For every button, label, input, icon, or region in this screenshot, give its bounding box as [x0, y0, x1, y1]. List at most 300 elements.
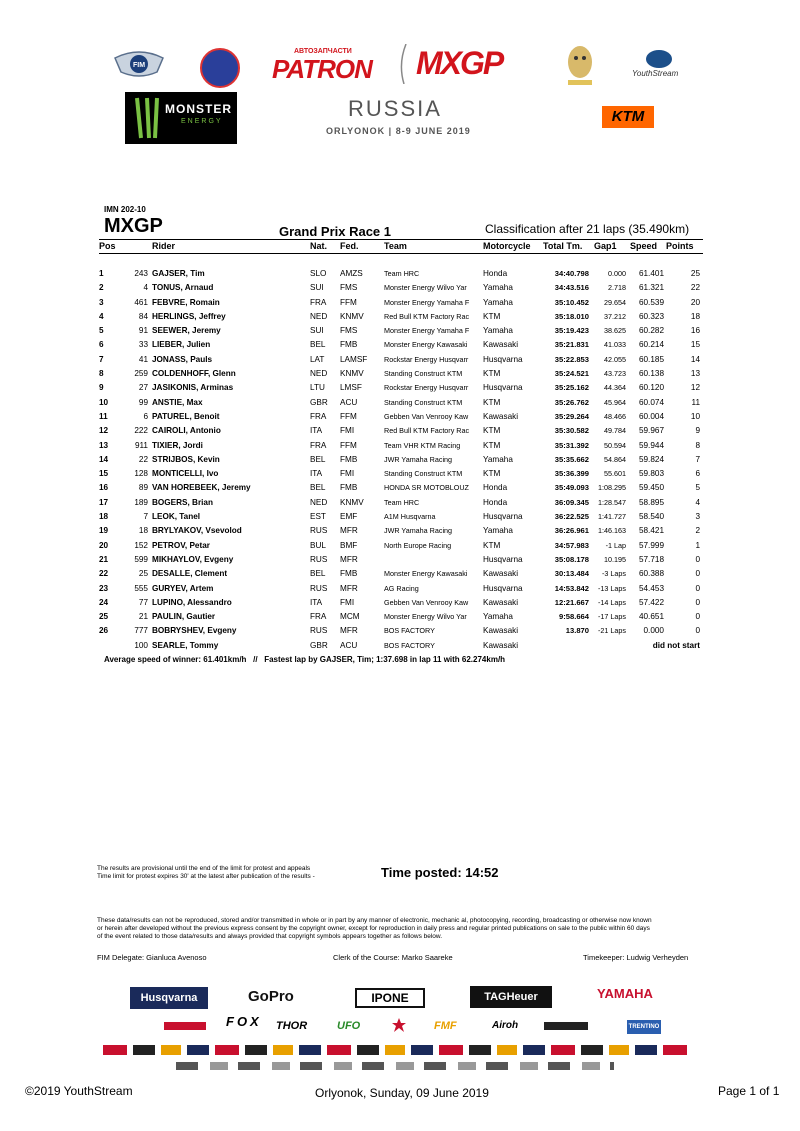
row-speed: 60.282 — [638, 326, 664, 336]
gopro-logo — [248, 988, 312, 1008]
row-nat: FRA — [310, 440, 327, 450]
row-gap: 55.601 — [604, 469, 626, 479]
table-row — [0, 555, 800, 569]
row-points: 20 — [690, 297, 700, 307]
row-gap: 49.784 — [604, 426, 626, 436]
row-fed: EMF — [340, 512, 358, 522]
table-row — [0, 426, 800, 440]
row-bib: 243 — [134, 269, 148, 278]
row-bib: 555 — [134, 583, 148, 593]
row-speed: 59.944 — [638, 440, 664, 450]
row-total-time: 35:25.162 — [554, 383, 589, 393]
row-pos: 24 — [99, 597, 109, 607]
time-posted: Time posted: 14:52 — [381, 865, 499, 880]
row-motorcycle: KTM — [483, 440, 501, 450]
row-total-time: 34:40.798 — [554, 269, 589, 278]
row-bib: 21 — [138, 612, 148, 622]
sponsor-row-3 — [103, 1045, 693, 1055]
trentino-logo: TRENTINO — [627, 1020, 661, 1034]
table-row — [0, 612, 800, 626]
col-nat: Nat. — [310, 241, 328, 251]
row-team: Standing Construct KTM — [384, 397, 463, 407]
row-speed: 58.895 — [638, 497, 664, 507]
row-points: 10 — [690, 411, 700, 421]
row-points: 6 — [695, 469, 700, 479]
row-total-time: 36:22.525 — [554, 512, 589, 522]
row-rider: LUPINO, Alessandro — [152, 597, 232, 607]
row-bib: 7 — [143, 512, 148, 522]
row-team: Monster Energy Wilvo Yar — [384, 283, 467, 293]
row-speed: 60.004 — [638, 411, 664, 421]
row-total-time: 35:19.423 — [554, 326, 589, 336]
youthstream-text: YouthStream — [632, 69, 679, 78]
table-row — [0, 383, 800, 397]
yamaha-logo — [597, 986, 673, 1010]
row-total-time: 14:53.842 — [554, 583, 589, 593]
row-speed: 61.321 — [638, 283, 664, 293]
row-rider: BRYLYAKOV, Vsevolod — [152, 526, 242, 536]
row-total-time: 34:43.516 — [554, 283, 589, 293]
husqvarna-text: Husqvarna — [140, 992, 198, 1004]
row-rider: PAULIN, Gautier — [152, 612, 216, 622]
row-total-time: 35:30.582 — [554, 426, 589, 436]
row-bib: 911 — [134, 440, 148, 450]
provisional-note-2: Time limit for protest expires 30' at the latest after publication of the results - — [97, 873, 315, 880]
fmf-logo: FMF — [434, 1020, 457, 1032]
row-points: 12 — [690, 383, 700, 393]
row-total-time: 35:10.452 — [554, 297, 589, 307]
row-points: 15 — [690, 340, 700, 350]
row-points: 0 — [695, 569, 700, 579]
row-motorcycle: KTM — [483, 311, 501, 321]
ktm-text: KTM — [611, 108, 645, 125]
gopro-text: GoPro — [248, 988, 294, 1005]
row-total-time: 35:08.178 — [554, 554, 589, 564]
row-fed: KNMV — [340, 497, 364, 507]
table-row — [0, 483, 800, 497]
sponsor-row-4 — [176, 1062, 614, 1070]
row-points: 4 — [695, 497, 700, 507]
row-speed: 60.388 — [638, 569, 664, 579]
row-team: Standing Construct KTM — [384, 369, 463, 379]
row-motorcycle: KTM — [483, 369, 501, 379]
row-fed: KNMV — [340, 369, 364, 379]
row-team: North Europe Racing — [384, 540, 452, 550]
row-nat: SLO — [310, 269, 327, 278]
row-pos: 17 — [99, 497, 109, 507]
row-nat: BEL — [310, 483, 326, 493]
row-fed: MCM — [340, 612, 360, 622]
row-points: 0 — [695, 554, 700, 564]
row-fed: MFR — [340, 626, 358, 636]
table-row — [0, 340, 800, 354]
row-team: JWR Yamaha Racing — [384, 454, 453, 464]
row-motorcycle: Yamaha — [483, 283, 513, 293]
row-gap: 2.718 — [608, 283, 626, 293]
scott-sponsor-icon — [164, 1022, 206, 1030]
row-speed: 58.421 — [638, 526, 664, 536]
row-total-time: 34:57.983 — [554, 540, 589, 550]
row-bib: 89 — [138, 483, 148, 493]
row-pos: 11 — [99, 411, 108, 421]
row-total-time: 9:58.664 — [559, 612, 589, 622]
row-rider: SEEWER, Jeremy — [152, 326, 221, 336]
row-motorcycle: Yamaha — [483, 454, 513, 464]
alpinestars-icon — [392, 1018, 406, 1032]
col-team: Team — [384, 241, 407, 251]
row-gap: -13 Laps — [598, 583, 626, 593]
row-fed: FMS — [340, 326, 358, 336]
row-motorcycle: KTM — [483, 426, 501, 436]
row-points: 0 — [695, 626, 700, 636]
row-rider: LEOK, Tanel — [152, 512, 201, 522]
row-pos: 15 — [99, 469, 109, 479]
row-points: 0 — [695, 583, 700, 593]
row-nat: RUS — [310, 526, 328, 536]
row-points: 25 — [690, 269, 700, 278]
row-total-time: 35:29.264 — [554, 411, 589, 421]
row-nat: SUI — [310, 326, 324, 336]
col-fed: Fed. — [340, 241, 359, 251]
row-total-time: 36:09.345 — [554, 497, 589, 507]
row-rider: DESALLE, Clement — [152, 569, 228, 579]
row-pos: 20 — [99, 540, 109, 550]
row-nat: BUL — [310, 540, 326, 550]
row-bib: 461 — [134, 297, 148, 307]
row-rider: TONUS, Arnaud — [152, 283, 214, 293]
country-title: RUSSIA — [348, 96, 442, 121]
col-gap: Gap1 — [594, 241, 617, 251]
row-rider: TIXIER, Jordi — [152, 440, 203, 450]
col-rider: Rider — [152, 241, 176, 251]
row-gap: 1:28.547 — [598, 497, 626, 507]
row-bib: 222 — [134, 426, 148, 436]
row-motorcycle: Husqvarna — [483, 354, 523, 364]
row-fed: FMI — [340, 469, 355, 479]
monster-energy-logo — [125, 92, 237, 144]
row-speed: 60.214 — [638, 340, 664, 350]
row-team: Monster Energy Yamaha F — [384, 297, 470, 307]
row-pos: 16 — [99, 483, 109, 493]
table-row — [0, 269, 800, 283]
row-rider: GAJSER, Tim — [152, 269, 205, 278]
row-total-time: 35:18.010 — [554, 311, 589, 321]
fim-delegate: FIM Delegate: Gianluca Avenoso — [97, 953, 207, 962]
row-motorcycle: Honda — [483, 497, 508, 507]
row-team: Monster Energy Kawasaki — [384, 569, 468, 579]
table-row — [0, 355, 800, 369]
row-motorcycle: Husqvarna — [483, 383, 523, 393]
row-total-time: 35:36.399 — [554, 469, 589, 479]
row-rider: CAIROLI, Antonio — [152, 426, 221, 436]
row-bib: 77 — [138, 597, 148, 607]
row-speed: 60.120 — [638, 383, 664, 393]
row-pos: 19 — [99, 526, 109, 536]
row-pos: 4 — [99, 311, 104, 321]
imn-code: IMN 202-10 — [104, 205, 146, 214]
row-motorcycle: Husqvarna — [483, 583, 523, 593]
monster-text: MONSTER — [165, 102, 232, 116]
row-motorcycle: Kawasaki — [483, 597, 519, 607]
clerk-of-course: Clerk of the Course: Marko Saareke — [333, 953, 453, 962]
table-row — [0, 369, 800, 383]
row-pos: 8 — [99, 369, 104, 379]
row-fed: LAMSF — [340, 354, 368, 364]
row-points: 14 — [690, 354, 700, 364]
row-fed: MFR — [340, 583, 358, 593]
thor-logo: THOR — [276, 1020, 308, 1032]
row-pos: 18 — [99, 512, 109, 522]
row-points: 5 — [695, 483, 700, 493]
row-points: 1 — [695, 540, 700, 550]
row-nat: EST — [310, 512, 326, 522]
row-fed: FMI — [340, 426, 355, 436]
row-speed: 59.803 — [638, 469, 664, 479]
row-total-time: 35:24.521 — [554, 369, 589, 379]
row-bib: 259 — [134, 369, 148, 379]
row-motorcycle: Kawasaki — [483, 640, 519, 650]
row-fed: FMB — [340, 454, 358, 464]
row-speed: 60.074 — [638, 397, 664, 407]
row-bib: 4 — [143, 283, 148, 293]
row-rider: BOGERS, Brian — [152, 497, 213, 507]
row-total-time: 30:13.484 — [554, 569, 589, 579]
row-rider: COLDENHOFF, Glenn — [152, 369, 236, 379]
row-gap: 1:08.295 — [598, 483, 626, 493]
row-bib: 128 — [134, 469, 148, 479]
row-gap: 37.212 — [604, 311, 626, 321]
row-bib: 6 — [143, 411, 148, 421]
row-speed: 54.453 — [638, 583, 664, 593]
row-rider: LIEBER, Julien — [152, 340, 211, 350]
row-pos: 23 — [99, 583, 109, 593]
row-speed: 60.185 — [638, 354, 664, 364]
row-rider: PETROV, Petar — [152, 540, 210, 550]
row-gap: -1 Lap — [605, 540, 626, 550]
table-row — [0, 584, 800, 598]
row-pos: 22 — [99, 569, 109, 579]
row-pos: 14 — [99, 454, 109, 464]
row-team: Red Bull KTM Factory Rac — [384, 426, 470, 436]
row-gap: 1:41.727 — [598, 512, 626, 522]
row-team: Team HRC — [384, 497, 420, 507]
row-nat: RUS — [310, 554, 328, 564]
row-bib: 91 — [138, 326, 148, 336]
col-motorcycle: Motorcycle — [483, 241, 531, 251]
table-row — [0, 569, 800, 583]
series-name: MXGP — [104, 215, 163, 237]
table-row — [0, 283, 800, 297]
youthstream-logo — [628, 50, 692, 82]
row-gap: 44.364 — [604, 383, 626, 393]
table-row — [0, 498, 800, 512]
row-bib: 189 — [134, 497, 148, 507]
row-total-time: 35:26.762 — [554, 397, 589, 407]
header-rule-top — [99, 239, 703, 240]
row-gap: 45.964 — [604, 397, 626, 407]
row-gap: 54.864 — [604, 454, 626, 464]
row-team: JWR Yamaha Racing — [384, 526, 453, 536]
row-pos: 7 — [99, 354, 104, 364]
row-fed: FMB — [340, 483, 358, 493]
row-pos: 6 — [99, 340, 104, 350]
row-nat: RUS — [310, 626, 328, 636]
row-rider: MIKHAYLOV, Evgeny — [152, 554, 234, 564]
row-speed: 57.718 — [638, 554, 664, 564]
row-fed: ACU — [340, 397, 358, 407]
row-gap: 42.055 — [604, 354, 626, 364]
row-gap: 10.195 — [604, 554, 626, 564]
row-bib: 18 — [138, 526, 148, 536]
monster-claw-icon — [133, 96, 167, 140]
results-table — [0, 269, 800, 655]
sponsor-strip-icon-1 — [544, 1022, 588, 1030]
ipone-logo — [355, 988, 425, 1008]
youthstream-s-icon — [646, 50, 672, 68]
row-team: Standing Construct KTM — [384, 469, 463, 479]
row-pos: 3 — [99, 297, 104, 307]
row-rider: HERLINGS, Jeffrey — [152, 311, 226, 321]
row-motorcycle: Honda — [483, 483, 508, 493]
col-points: Points — [666, 241, 694, 251]
row-total-time: 35:31.392 — [554, 440, 589, 450]
ipone-text: IPONE — [371, 991, 409, 1005]
row-speed: 40.651 — [638, 612, 664, 622]
row-team: AG Racing — [384, 583, 419, 593]
row-total-time: 35:22.853 — [554, 354, 589, 364]
row-rider: PATUREL, Benoit — [152, 411, 220, 421]
row-gap: 38.625 — [604, 326, 626, 336]
row-pos: 9 — [99, 383, 104, 393]
row-nat: ITA — [310, 597, 323, 607]
row-fed: AMZS — [340, 269, 363, 278]
row-nat: ITA — [310, 426, 323, 436]
row-fed: FMB — [340, 569, 358, 579]
row-pos: 1 — [99, 269, 104, 278]
row-speed: 59.824 — [638, 454, 664, 464]
row-fed: FFM — [340, 440, 357, 450]
row-rider: MONTICELLI, Ivo — [152, 469, 219, 479]
row-speed: 57.999 — [638, 540, 664, 550]
row-speed: 60.539 — [638, 297, 664, 307]
classification-info: Classification after 21 laps (35.490km) — [485, 222, 690, 236]
row-speed: 59.967 — [638, 426, 664, 436]
row-motorcycle: Kawasaki — [483, 569, 519, 579]
row-rider: BOBRYSHEV, Evgeny — [152, 626, 237, 636]
row-rider: FEBVRE, Romain — [152, 297, 220, 307]
row-points: 18 — [690, 311, 700, 321]
row-motorcycle: KTM — [483, 397, 501, 407]
patron-logo — [272, 48, 384, 82]
row-team: Rockstar Energy Husqvarr — [384, 383, 469, 393]
row-nat: LAT — [310, 354, 325, 364]
row-gap: -17 Laps — [598, 612, 626, 622]
row-rider: JONASS, Pauls — [152, 354, 213, 364]
row-motorcycle: Husqvarna — [483, 554, 523, 564]
table-row — [0, 541, 800, 555]
race-title: Grand Prix Race 1 — [279, 224, 391, 239]
table-row — [0, 469, 800, 483]
row-points: 16 — [690, 326, 700, 336]
fim-europe-logo — [200, 48, 240, 88]
row-bib: 152 — [134, 540, 148, 550]
row-motorcycle: Yamaha — [483, 297, 513, 307]
row-fed: LMSF — [340, 383, 362, 393]
row-nat: BEL — [310, 454, 326, 464]
row-motorcycle: Kawasaki — [483, 340, 519, 350]
row-fed: FMI — [340, 597, 355, 607]
row-nat: ITA — [310, 469, 323, 479]
yamaha-text: YAMAHA — [597, 986, 653, 1001]
row-bib: 25 — [138, 569, 148, 579]
row-gap: 48.466 — [604, 411, 626, 421]
row-gap: -14 Laps — [598, 597, 626, 607]
row-nat: GBR — [310, 640, 328, 650]
row-points: 22 — [690, 283, 700, 293]
row-motorcycle: Honda — [483, 269, 508, 278]
row-pos: 21 — [99, 554, 109, 564]
table-row — [0, 412, 800, 426]
row-team: Monster Energy Wilvo Yar — [384, 612, 467, 622]
row-points: 3 — [695, 512, 700, 522]
row-team: Red Bull KTM Factory Rac — [384, 311, 470, 321]
timekeeper: Timekeeper: Ludwig Verheyden — [583, 953, 689, 962]
row-gap: 41.033 — [604, 340, 626, 350]
row-fed: ACU — [340, 640, 358, 650]
row-gap: 29.654 — [604, 297, 626, 307]
row-team: A1M Husqvarna — [384, 512, 436, 522]
table-row — [0, 512, 800, 526]
row-nat: BEL — [310, 340, 326, 350]
col-speed: Speed — [630, 241, 658, 251]
ktm-logo — [602, 106, 654, 128]
row-points: 0 — [695, 597, 700, 607]
row-fed: MFR — [340, 526, 358, 536]
row-rider: VAN HOREBEEK, Jeremy — [152, 483, 251, 493]
copyright-line-2: or herein after developed without the previous express consent by the copyright owner, except for reproduction in daily press and regular printed publications on sale to the public within 60 days — [97, 925, 650, 932]
tagheuer-text: TAGHeuer — [484, 991, 538, 1003]
row-speed: 57.422 — [638, 597, 664, 607]
row-fed: FMS — [340, 283, 358, 293]
row-bib: 100 — [134, 640, 148, 650]
row-team: HONDA SR MOTOBLOUZ — [384, 483, 469, 493]
row-nat: SUI — [310, 283, 324, 293]
row-fed: FMB — [340, 340, 358, 350]
divider-swoosh — [398, 44, 408, 84]
row-gap: -21 Laps — [598, 626, 626, 636]
row-team: Team HRC — [384, 269, 420, 278]
page-footer-center: Orlyonok, Sunday, 09 June 2019 — [315, 1086, 489, 1100]
row-speed: 59.450 — [638, 483, 664, 493]
header-rule-bottom — [99, 253, 703, 254]
row-pos: 12 — [99, 426, 109, 436]
row-team: Gebben Van Venrooy Kaw — [384, 597, 469, 607]
row-nat: FRA — [310, 612, 327, 622]
row-nat: NED — [310, 369, 328, 379]
row-nat: FRA — [310, 297, 327, 307]
row-pos: 5 — [99, 326, 104, 336]
row-bib: 33 — [138, 340, 148, 350]
table-row — [0, 598, 800, 612]
row-motorcycle: KTM — [483, 540, 501, 550]
tagheuer-logo — [470, 986, 552, 1008]
copyright-line-1: These data/results can not be reproduced, stored and/or transmitted in whole or in part by any manner of electronic, mechanic al, photocopying, recording, broadcasting or otherwise now known — [97, 917, 652, 924]
ufo-logo: UFO — [337, 1020, 361, 1032]
row-bib: 777 — [134, 626, 148, 636]
table-row — [0, 312, 800, 326]
row-rider: STRIJBOS, Kevin — [152, 454, 220, 464]
row-speed: 60.138 — [638, 369, 664, 379]
